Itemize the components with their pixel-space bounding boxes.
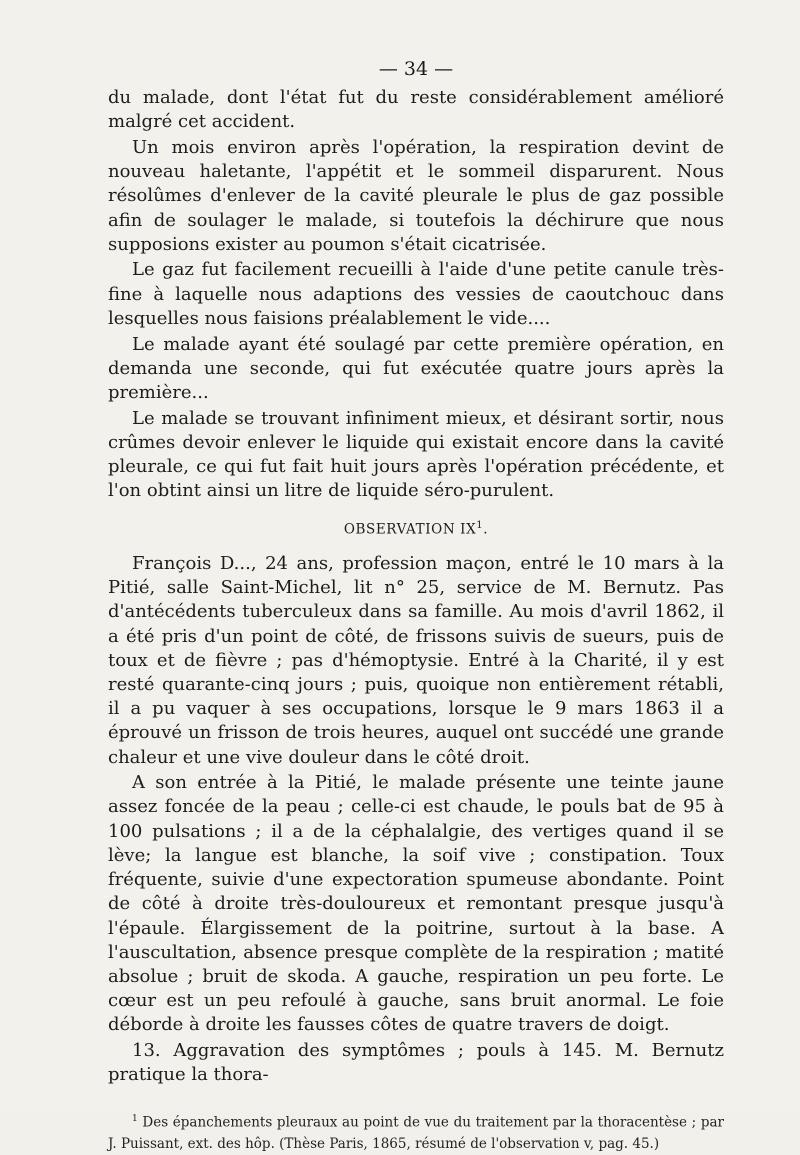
- page-content: [108, 56, 724, 1155]
- footnote-reference: 1: [476, 520, 484, 532]
- paragraph: François D..., 24 ans, profession maçon, entré le 10 mars à la Pitié, salle Saint-Michel, lit n° 25, service de M. Bernutz. Pas d'antécédents tuberculeux dans sa famille. Au mois d'avril 1862, il a été pris d'un point de côté, de frissons suivis de sueurs, puis de toux et de fièvre ; pas d'hémoptysie. Entré à la Charité, il y est resté quarante-cinq jours ; puis, quoique non entièrement rétabli, il a pu vaquer à ses occupations, lorsque le 9 mars 1863 il a éprouvé un frisson de trois heures, auquel ont succédé une grande chaleur et une vive douleur dans le côté droit.: [108, 552, 724, 768]
- paragraph: A son entrée à la Pitié, le malade présente une teinte jaune assez foncée de la peau ; celle-ci est chaude, le pouls bat de 95 à 100 pulsations ; il a de la céphalalgie, des vertiges quand il se lève; la langue est blanche, la soif vive ; constipation. Toux fréquente, suivie d'une expectoration spumeuse abondante. Point de côté à droite très-douloureux et remontant presque jusqu'à l'épaule. Élargissement de la poitrine, surtout à la base. A l'auscultation, absence presque complète de la respiration ; matité absolue ; bruit de skoda. A gauche, respiration un peu forte. Le cœur est un peu refoulé à gauche, sans bruit anormal. Le foie déborde à droite les fausses côtes de quatre travers de doigt.: [108, 772, 724, 1036]
- page-number: — 34 —: [378, 58, 454, 80]
- observation-heading: [108, 516, 724, 540]
- paragraph: du malade, dont l'état fut du reste considérablement amélioré malgré cet accident.: [108, 87, 724, 133]
- paragraph: Le malade se trouvant infiniment mieux, et désirant sortir, nous crûmes devoir enlever le liquide qui existait encore dans la cavité pleurale, ce qui fut fait huit jours après l'opération précédente, et l'on obtint ainsi un litre de liquide séro-purulent.: [108, 407, 724, 502]
- bottom-text-block: [108, 552, 724, 1087]
- paragraph: Le malade ayant été soulagé par cette première opération, en demanda une seconde, qui fut exécutée quatre jours après la première...: [108, 333, 724, 403]
- heading-trail: .: [483, 521, 489, 538]
- paragraph: Un mois environ après l'opération, la respiration devint de nouveau haletante, l'appétit et le sommeil disparurent. Nous résolûmes d'enlever de la cavité pleurale le plus de gaz possible afin de soulager le malade, si toutefois la déchirure que nous supposions exister au poumon s'était cicatrisée.: [108, 136, 724, 255]
- top-text-block: [108, 86, 724, 503]
- footnote: [108, 1109, 724, 1155]
- footnote-mark: 1: [132, 1114, 138, 1125]
- footnote-text: Des épanchements pleuraux au point de vue du traitement par la thoracentèse ; par J. Puissant, ext. des hôp. (Thèse Paris, 1865, résumé de l'observation v, pag. 45.): [108, 1114, 724, 1152]
- paragraph: 13. Aggravation des symptômes ; pouls à 145. M. Bernutz pratique la thora-: [108, 1040, 724, 1086]
- paragraph: Le gaz fut facilement recueilli à l'aide d'une petite canule très-fine à laquelle nous adaptions des vessies de caoutchouc dans lesquelles nous faisions préalablement le vide....: [108, 259, 724, 329]
- heading-text: OBSERVATION IX: [343, 521, 477, 538]
